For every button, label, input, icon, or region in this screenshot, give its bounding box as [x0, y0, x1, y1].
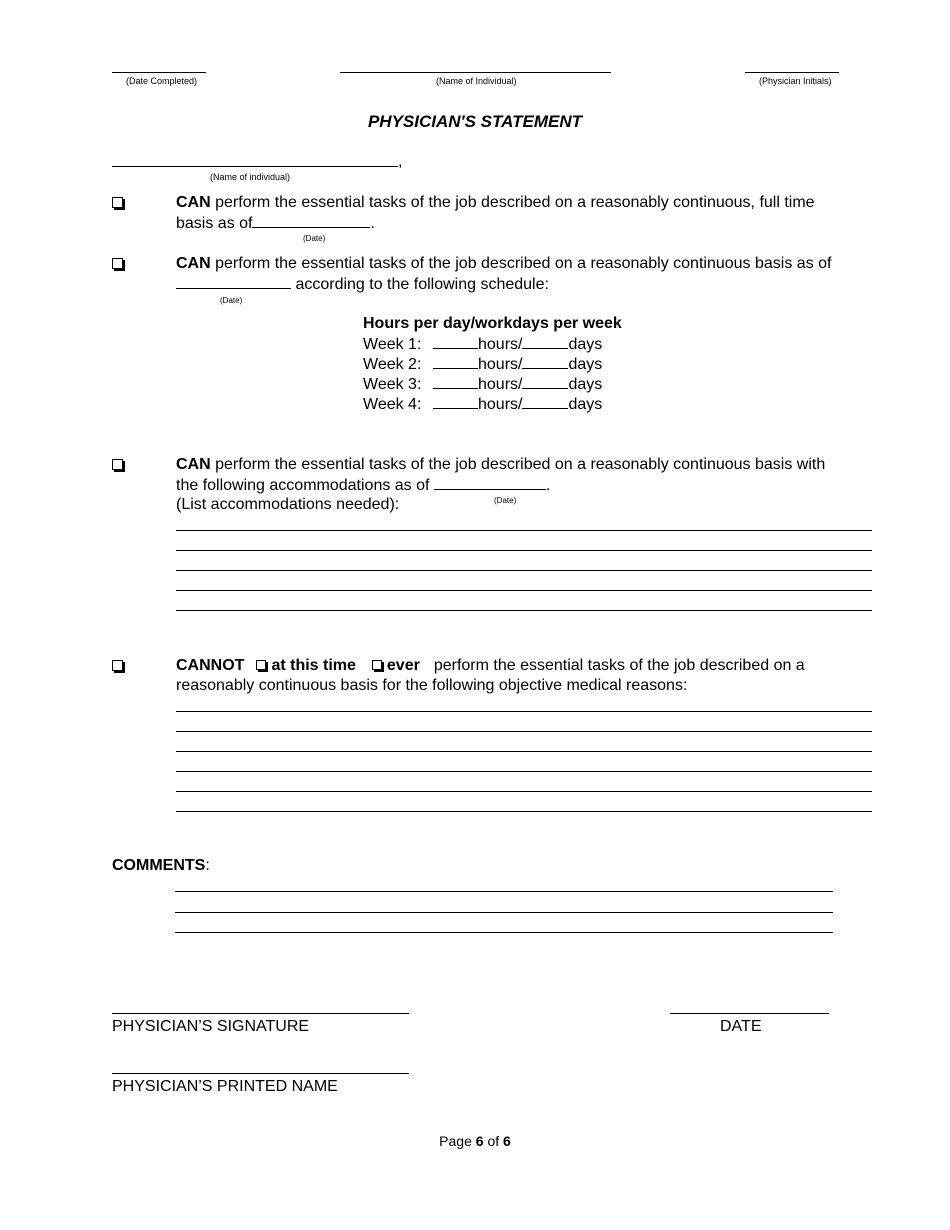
- physician-initials-line[interactable]: [745, 72, 839, 73]
- week-days-field[interactable]: [522, 394, 568, 409]
- comments-colon: :: [205, 857, 210, 874]
- option4-checkbox[interactable]: [112, 660, 123, 671]
- page-title: PHYSICIAN'S STATEMENT: [367, 112, 583, 131]
- schedule-row: [363, 374, 602, 394]
- option3-text2: the following accommodations as of: [176, 477, 430, 494]
- name-of-individual-line[interactable]: [112, 166, 398, 167]
- option3-line2: [176, 475, 550, 496]
- schedule-row: [363, 394, 602, 414]
- option1-period: .: [370, 215, 375, 232]
- hours-label: hours/: [478, 396, 523, 413]
- comment-line[interactable]: [175, 891, 833, 892]
- medical-reason-line[interactable]: [176, 711, 872, 712]
- week-hours-field[interactable]: [433, 354, 478, 369]
- medical-reason-line[interactable]: [176, 771, 872, 772]
- option2-text2: according to the following schedule:: [291, 276, 549, 293]
- comments-label: COMMENTS: [112, 857, 206, 874]
- option1-checkbox[interactable]: [112, 197, 123, 208]
- option3-date-label: (Date): [494, 496, 517, 505]
- date-completed-label: (Date Completed): [126, 76, 198, 86]
- page-total: 6: [503, 1133, 511, 1149]
- week-days-field[interactable]: [522, 354, 568, 369]
- comment-line[interactable]: [175, 912, 833, 913]
- option2-line2: [176, 274, 549, 295]
- option1-line2: [176, 213, 375, 234]
- week-label: Week 2:: [363, 356, 422, 373]
- week-label: Week 4:: [363, 396, 422, 413]
- option4-line2: reasonably continuous basis for the following objective medical reasons:: [176, 677, 688, 694]
- option3-date-field[interactable]: [434, 475, 546, 490]
- hours-label: hours/: [478, 336, 523, 353]
- days-label: days: [568, 396, 603, 413]
- medical-reason-line[interactable]: [176, 751, 872, 752]
- days-label: days: [568, 376, 603, 393]
- hours-label: hours/: [478, 376, 523, 393]
- medical-reason-line[interactable]: [176, 731, 872, 732]
- option4-text1: perform the essential tasks of the job described on a: [433, 657, 805, 674]
- printed-name-label: PHYSICIAN’S PRINTED NAME: [112, 1078, 338, 1095]
- accommodation-line[interactable]: [176, 550, 872, 551]
- signature-label: PHYSICIAN’S SIGNATURE: [112, 1018, 310, 1035]
- option3-period: .: [545, 477, 551, 494]
- page-current: 6: [475, 1133, 484, 1149]
- schedule-row: [363, 354, 602, 374]
- week-hours-field[interactable]: [433, 374, 478, 389]
- option2-date-label: (Date): [220, 296, 243, 305]
- ever-checkbox[interactable]: [372, 660, 382, 670]
- schedule-heading: Hours per day/workdays per week: [363, 315, 622, 332]
- option3-line1: [176, 455, 872, 475]
- page-of: of: [483, 1133, 504, 1149]
- page-number: [0, 1133, 950, 1149]
- physician-initials-label: (Physician Initials): [759, 76, 832, 86]
- option2-text1: perform the essential tasks of the job described on a reasonably continuous basis as of: [210, 255, 832, 272]
- option1-line1: [176, 193, 864, 213]
- option4-line1: [176, 656, 805, 676]
- option2-checkbox[interactable]: [112, 258, 123, 269]
- comment-line[interactable]: [175, 932, 833, 933]
- comments-heading: [112, 856, 210, 876]
- option1-text1: perform the essential tasks of the job described on a reasonably continuous, full time: [210, 194, 815, 211]
- option2-can: CAN: [176, 255, 211, 272]
- schedule-row: [363, 334, 602, 354]
- name-of-individual-label: (Name of individual): [210, 172, 291, 182]
- at-this-time-label: at this time: [271, 657, 356, 674]
- option3-checkbox[interactable]: [112, 459, 123, 470]
- days-label: days: [568, 336, 603, 353]
- printed-name-line[interactable]: [112, 1073, 409, 1074]
- option1-date-field[interactable]: [252, 213, 370, 228]
- individual-name-header-label: (Name of Individual): [436, 76, 517, 86]
- option1-basis-text: basis as of: [176, 215, 253, 232]
- week-hours-field[interactable]: [433, 394, 478, 409]
- option2-line1: [176, 254, 876, 274]
- week-days-field[interactable]: [522, 334, 568, 349]
- signature-line[interactable]: [112, 1013, 409, 1014]
- schedule-table: [363, 334, 602, 414]
- option1-can: CAN: [176, 194, 211, 211]
- hours-label: hours/: [478, 356, 523, 373]
- option3-can: CAN: [176, 456, 211, 473]
- accommodation-line[interactable]: [176, 590, 872, 591]
- accommodation-line[interactable]: [176, 530, 872, 531]
- week-label: Week 1:: [363, 336, 422, 353]
- option1-date-label: (Date): [303, 234, 326, 243]
- at-this-time-checkbox[interactable]: [256, 660, 266, 670]
- date-completed-line[interactable]: [112, 72, 206, 73]
- medical-reason-line[interactable]: [176, 811, 872, 812]
- accommodation-line[interactable]: [176, 610, 872, 611]
- option3-text1: perform the essential tasks of the job described on a reasonably continuous basis with: [210, 456, 826, 473]
- accommodation-line[interactable]: [176, 570, 872, 571]
- medical-reason-line[interactable]: [176, 791, 872, 792]
- individual-name-line[interactable]: [340, 72, 611, 73]
- page-prefix: Page: [439, 1133, 476, 1149]
- option3-line3: (List accommodations needed):: [176, 496, 400, 513]
- ever-label: ever: [386, 657, 420, 674]
- week-label: Week 3:: [363, 376, 422, 393]
- week-days-field[interactable]: [522, 374, 568, 389]
- option4-cannot: CANNOT: [176, 657, 245, 674]
- days-label: days: [568, 356, 603, 373]
- signature-date-label: DATE: [720, 1018, 762, 1035]
- signature-date-line[interactable]: [670, 1013, 829, 1014]
- name-comma: ,: [398, 153, 403, 170]
- option2-date-field[interactable]: [176, 274, 291, 289]
- week-hours-field[interactable]: [433, 334, 478, 349]
